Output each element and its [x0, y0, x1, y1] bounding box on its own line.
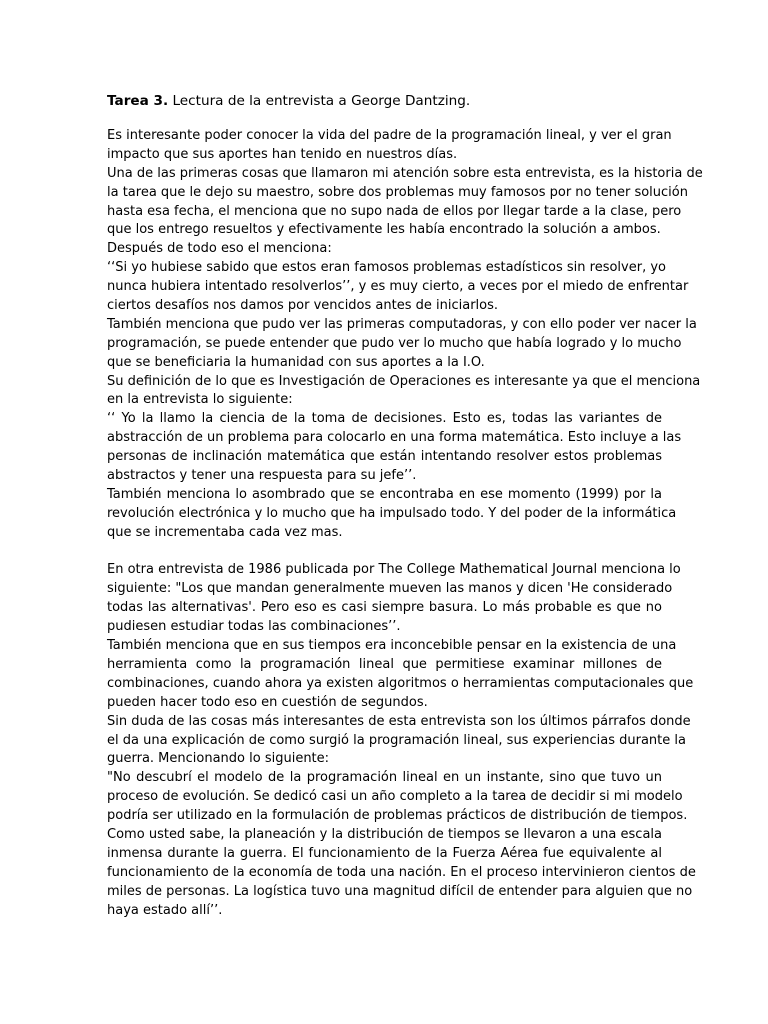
- body-line: siguiente: "Los que mandan generalmente mueven las manos y dicen 'He considerado: [107, 581, 673, 597]
- body-line: También menciona lo asombrado que se encontraba en ese momento (1999) por la: [107, 486, 662, 502]
- body-line: personas de inclinación matemática que están intentando resolver estos problemas: [107, 449, 662, 465]
- document-body: [107, 127, 703, 920]
- body-line: También menciona que pudo ver las primeras computadoras, y con ello poder ver nacer la: [107, 316, 697, 332]
- body-line: la tarea que le dejo su maestro, sobre dos problemas muy famosos por no tener solución: [107, 184, 688, 200]
- body-line: que se incrementaba cada vez mas.: [107, 524, 343, 540]
- body-line: en la entrevista lo siguiente:: [107, 392, 293, 408]
- body-line: guerra. Mencionando lo siguiente:: [107, 751, 330, 767]
- body-line: abstracción de un problema para colocarlo en una forma matemática. Esto incluye a las: [107, 430, 682, 446]
- body-line: revolución electrónica y lo mucho que ha impulsado todo. Y del poder de la informática: [107, 505, 677, 521]
- body-line: funcionamiento de la economía de toda una nación. En el proceso intervinieron cientos de: [107, 864, 696, 880]
- body-line: hasta esa fecha, el menciona que no supo nada de ellos por llegar tarde a la clase, pero: [107, 203, 682, 219]
- document-page: [107, 92, 703, 920]
- body-line: abstractos y tener una respuesta para su jefe’’.: [107, 468, 417, 484]
- body-line: En otra entrevista de 1986 publicada por The College Mathematical Journal menciona lo: [107, 562, 681, 578]
- body-line: miles de personas. La logística tuvo una magnitud difícil de entender para alguien que no: [107, 883, 693, 899]
- body-line: Su definición de lo que es Investigación de Operaciones es interesante ya que el menciona: [107, 373, 701, 389]
- body-line: impacto que sus aportes han tenido en nuestros días.: [107, 146, 458, 162]
- body-line: todas las alternativas'. Pero eso es casi siempre basura. Lo más probable es que no: [107, 600, 662, 616]
- body-line: haya estado allí’’.: [107, 902, 223, 918]
- body-line: podría ser utilizado en la formulación de problemas prácticos de distribución de tiempos.: [107, 808, 688, 824]
- body-line: Después de todo eso el menciona:: [107, 241, 332, 257]
- body-line: ‘‘ Yo la llamo la ciencia de la toma de decisiones. Esto es, todas las variantes de: [107, 411, 662, 427]
- body-line: el da una explicación de como surgió la programación lineal, sus experiencias durante la: [107, 732, 686, 748]
- body-line: que los entrego resueltos y efectivamente les había encontrado la solución a ambos.: [107, 222, 661, 238]
- body-line: nunca hubiera intentado resolverlos’’, y es muy cierto, a veces por el miedo de enfrentar: [107, 279, 689, 295]
- body-line: ‘‘Si yo hubiese sabido que estos eran famosos problemas estadísticos sin resolver, yo: [107, 260, 666, 276]
- body-line: Una de las primeras cosas que llamaron mi atención sobre esta entrevista, es la historia de: [107, 165, 703, 181]
- blank-line: [107, 543, 662, 562]
- body-line: combinaciones, cuando ahora ya existen algoritmos o herramientas computacionales que: [107, 675, 694, 691]
- heading-title: Lectura de la entrevista a George Dantzing.: [168, 93, 471, 109]
- body-line: ciertos desafíos nos damos por vencidos antes de iniciarlos.: [107, 298, 499, 314]
- body-line: que se beneficiaria la humanidad con sus aportes a la I.O.: [107, 354, 485, 370]
- body-line: proceso de evolución. Se dedicó casi un año completo a la tarea de decidir si mi modelo: [107, 789, 683, 805]
- body-line: Sin duda de las cosas más interesantes de esta entrevista son los últimos párrafos donde: [107, 713, 691, 729]
- body-line: También menciona que en sus tiempos era inconcebible pensar en la existencia de una: [107, 638, 677, 654]
- heading-task-label: Tarea 3.: [107, 93, 169, 109]
- body-line: pudiesen estudiar todas las combinaciones’’.: [107, 619, 401, 635]
- body-line: "No descubrí el modelo de la programación lineal en un instante, sino que tuvo un: [107, 770, 662, 786]
- body-line: herramienta como la programación lineal que permitiese examinar millones de: [107, 656, 662, 672]
- body-line: programación, se puede entender que pudo ver lo mucho que había logrado y lo mucho: [107, 335, 682, 351]
- body-line: pueden hacer todo eso en cuestión de segundos.: [107, 694, 428, 710]
- body-line: inmensa durante la guerra. El funcionamiento de la Fuerza Aérea fue equivalente al: [107, 845, 662, 861]
- body-line: Como usted sabe, la planeación y la distribución de tiempos se llevaron a una escala: [107, 826, 662, 842]
- body-line: Es interesante poder conocer la vida del padre de la programación lineal, y ver el gran: [107, 128, 672, 143]
- document-heading: [107, 92, 662, 111]
